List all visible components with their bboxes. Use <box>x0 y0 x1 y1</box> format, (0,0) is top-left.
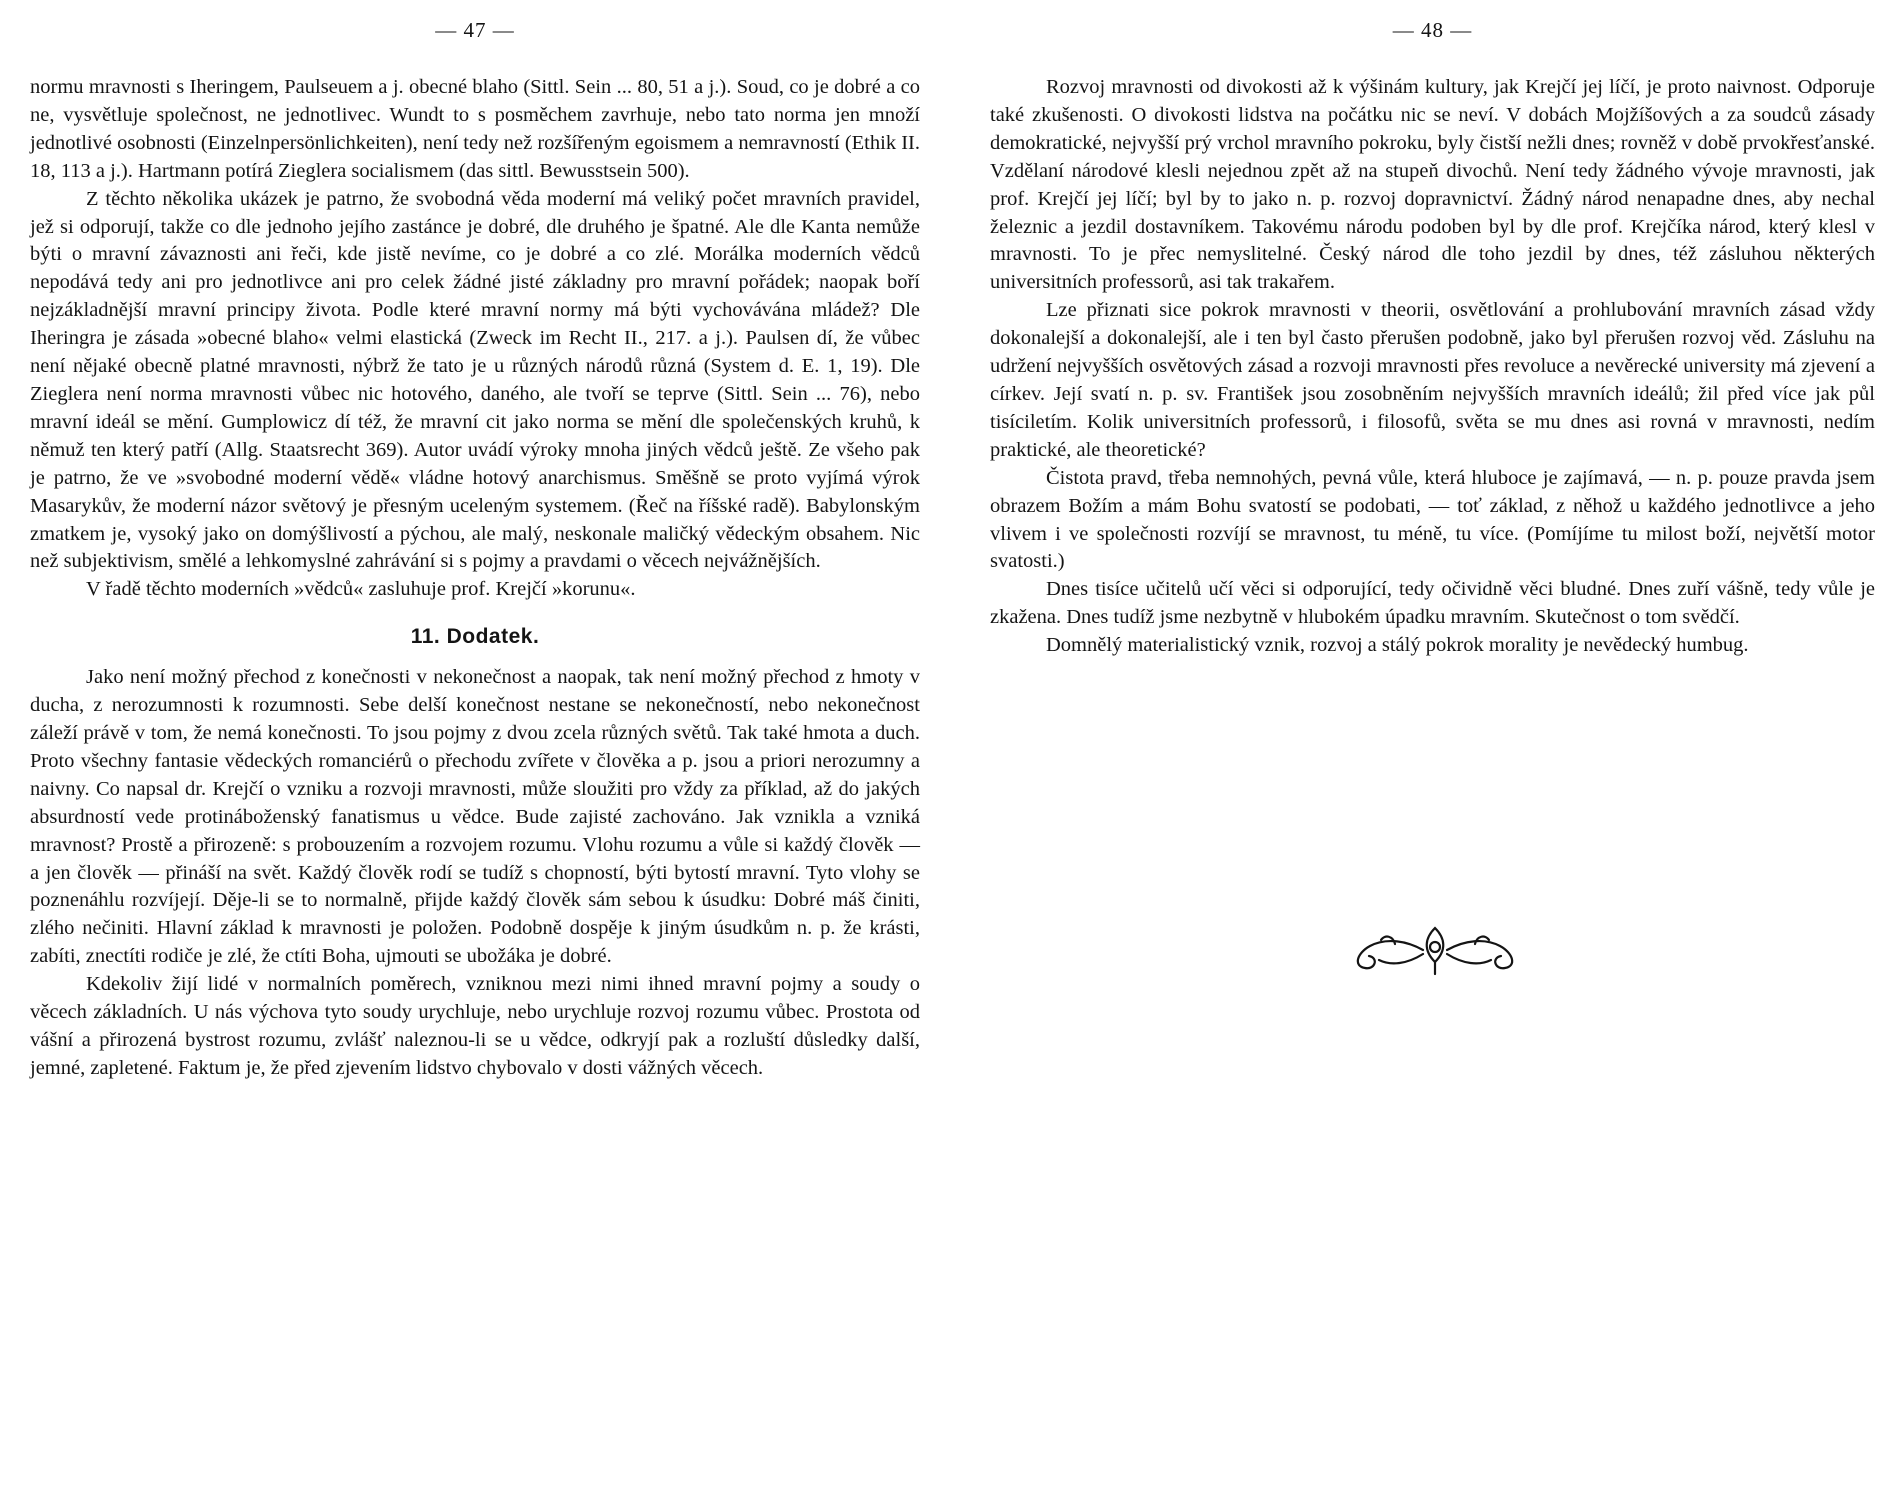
paragraph: Čistota pravd, třeba nemnohých, pevná vůle, která hluboce je zajímavá, — n. p. pouze pravda jsem obrazem Božím a mám Bohu svatostí se podobati, — toť základ, z něhož u každého jednotlivce a jeho vlivem i ve společnosti rozvíjí se mravnost, tu méně, tu více. (Pomíjíme tu milost boží, největší motor svatosti.) <box>990 466 1875 573</box>
paragraph: normu mravnosti s Iheringem, Paulseuem a j. obecné blaho (Sittl. Sein ... 80, 51 a j.). Soud, co je dobré a co ne, vysvětluje společnost, ne jednotlivec. Wundt to s posměchem zavrhuje, nebo tato norma jen množí jednotlivé osobnosti (Einzelnpersönlichkeiten), není tedy než rozšířeným egoismem a nemravností (Ethik II. 18, 113 a j.). Hartmann potírá Zieglera socialismem (das sittl. Bewusstsein 500). <box>30 76 920 182</box>
floral-vignette-icon <box>1335 920 1535 980</box>
paragraph: Domnělý materialistický vznik, rozvoj a stálý pokrok morality je nevědecký humbug. <box>1046 634 1749 657</box>
page-number-right: — 48 — <box>1392 18 1473 42</box>
paragraph: V řadě těchto moderních »vědců« zasluhuje prof. Krejčí »korunu«. <box>86 578 636 601</box>
section-heading: 11. Dodatek. <box>410 625 540 649</box>
right-text-block <box>990 74 1875 660</box>
left-page <box>30 0 920 1500</box>
paragraph: Rozvoj mravnosti od divokosti až k výšinám kultury, jak Krejčí jej líčí, je proto naivnost. Odporuje také zkušenosti. O divokosti lidstva na počátku nic se neví. V dobách Mojžíšových a za soudců zásady demokratické, nejvyšší prý vrchol mravního pokroku, byly čistší nežli dnes; rovněž v době prvokřesťanské. Vzdělaní národové klesli nejednou zpět až na stupeň divochů. Není tedy žádného vývoje mravnosti, jak prof. Krejčí jej líčí; byl by to jako n. p. rozvoj dopravnictví. Žádný národ nenapadne dnes, aby nechal železnic a jezdil dostavníkem. Takovému národu podoben byl by dle prof. Krejčíka národ, který klesl v mravnosti. To je přec nemyslitelné. Český národ dle toho jezdil by dnes, též zásluhou některých universitních professorů, asi tak trakařem. <box>990 76 1875 294</box>
page-number-left: — 47 — <box>435 18 515 42</box>
paragraph: Lze přiznati sice pokrok mravnosti v theorii, osvětlování a prohlubování mravních zásad vždy dokonalejší a dokonalejší, ale i ten byl často přerušen podobně, jako byl přerušen rozvoj věd. Zásluhu na udržení nejvyšších osvětových zásad a rozvoji mravnosti přes revoluce a nevěrecké university má zjevení a církev. Její svatí n. p. sv. František jsou zosobněním nejvyšších mravních ideálů; žil před více jak půl tisíciletím. Kolik universitních professorů, i filosofů, světa se mu dnes asi rovná v mravnosti, nedím praktické, ale theoretické? <box>990 299 1875 461</box>
paragraph: Z těchto několika ukázek je patrno, že svobodná věda moderní má veliký počet mravních pravidel, jež si odporují, takže co dle jednoho jejího zastánce je dobré, dle druhého je špatné. Ale dle Kanta nemůže býti o mravní závaznosti ani řeči, kde jistě nevíme, co je dobré a co zlé. Morálka moderních vědců nepodává tedy ani pro jednotlivce ani pro celek žádné jisté základny pro mravní pořádek; naopak boří nejzákladnější mravní principy života. Podle které mravní normy má býti vychovávána mládež? Dle Iheringra je zásada »obecné blaho« velmi elastická (Zweck im Recht II., 217. a j.). Paulsen dí, že vůbec není nějaké obecně platné mravnosti, nýbrž že tato je u různých národů různá (System d. E. 1, 19). Dle Zieglera není norma mravnosti vůbec nic hotového, daného, ale tvoří se teprve (Sittl. Sein ... 76), nebo mravní ideál se mění. Gumplowicz dí též, že mravní cit jako norma se mění dle společenských kruhů, k němuž ten který patří (Allg. Staatsrecht 369). Autor uvádí výroky mnoha jiných vědců ještě. Ze všeho pak je patrno, že ve »svobodné moderní vědě« vládne hotový anarchismus. Směšně se proto vyjímá výrok Masarykův, že moderní názor světový je přesným uceleným systemem. (Řeč na říšské radě). Babylonským zmatkem je, vysoký jako on domýšlivostí a pýchou, ale malý, neskonale maličký vědeckým obsahem. Nic než subjektivism, smělé a lehkomyslné zahrávání si s pojmy a pravdami o věcech nejvážnějších. <box>30 187 920 573</box>
paragraph: Jako není možný přechod z konečnosti v nekonečnost a naopak, tak není možný přechod z hmoty v ducha, z nerozumnosti k rozumnosti. Sebe delší konečnost nestane se nekonečností, nebo nekonečnost záleží právě v tom, že nemá konečnosti. To jsou pojmy z dvou zcela různých světů. Tak také hmota a duch. Proto všechny fantasie vědeckých romanciérů o přechodu zvířete v člověka a p. jsou a priori nerozumny a naivny. Co napsal dr. Krejčí o vzniku a rozvoji mravnosti, může sloužiti pro vždy za příklad, až do jakých absurdností vede protináboženský fanatismus u vědce. Bude zajisté zachováno. Jak vznikla a vzniká mravnost? Prostě a přirozeně: s probouzením a rozvojem rozumu. Vlohu rozumu a vůle si každý člověk — a jen člověk — přináší na svět. Každý člověk rodí se tudíž s chopností, býti bytostí mravní. Tyto vlohy se poznenáhlu rozvíjejí. Děje-li se to normalně, přijde každý člověk sám sebou k úsudku: Dobré máš činiti, zlého nečiniti. Hlavní základ k mravnosti je položen. Podobně dospěje k jiným úsudkům n. p. že krásti, zabíti, znectíti rodiče je zlé, že ctíti Boha, ujmouti se ubožáka je dobré. <box>30 666 920 968</box>
paragraph: Dnes tisíce učitelů učí věci si odporující, tedy očividně věci bludné. Dnes zuří vášně, tedy vůle je zkažena. Dnes tudíž jsme nezbytně v hlubokém úpadku mravním. Skutečnost o tom svědčí. <box>990 578 1875 629</box>
right-page <box>990 0 1875 1500</box>
left-text-block <box>30 74 920 1083</box>
paragraph: Kdekoliv žijí lidé v normalních poměrech, vzniknou mezi nimi ihned mravní pojmy a soudy o věcech základních. U nás výchova tyto soudy urychluje, nebo urychluje rozvoj rozumu vůbec. Prostota od vášní a přirozená bystrost rozumu, zvlášť naleznou-li se u vědce, odkryjí pak a rozluští důsledky další, jemné, zapletené. Faktum je, že před zjevením lidstvo chybovalo v dosti vážných věcech. <box>30 973 920 1079</box>
